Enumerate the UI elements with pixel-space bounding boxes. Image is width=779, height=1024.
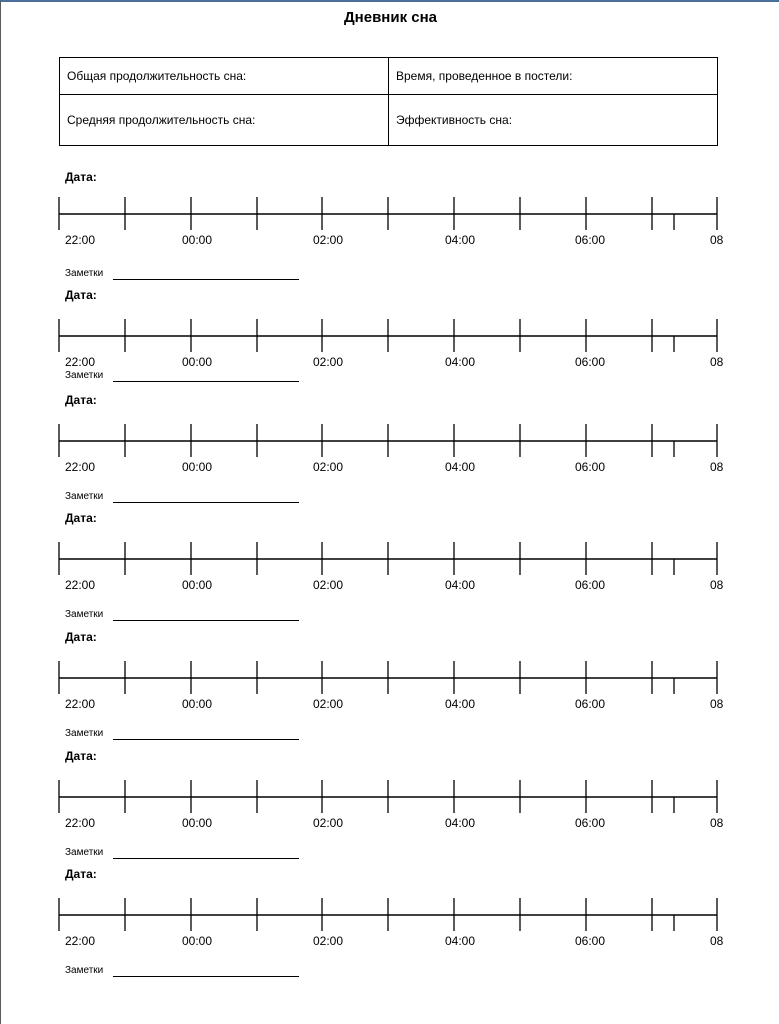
- hour-label: 04:00: [445, 233, 476, 247]
- date-label[interactable]: Дата:: [65, 393, 97, 407]
- sleep-timeline[interactable]: [1, 630, 779, 710]
- hour-label: 02:00: [313, 355, 344, 369]
- day-entry: [1, 630, 779, 748]
- hour-label: 06:00: [575, 233, 606, 247]
- hour-label: 08: [710, 697, 724, 711]
- hour-label: 22:00: [65, 934, 96, 948]
- total-sleep-field[interactable]: Общая продолжительность сна:: [60, 58, 389, 95]
- sleep-timeline[interactable]: [1, 288, 779, 368]
- notes-label: Заметки: [65, 268, 104, 279]
- date-label[interactable]: Дата:: [65, 170, 97, 184]
- hour-label: 06:00: [575, 355, 606, 369]
- hour-label: 04:00: [445, 460, 476, 474]
- notes-input-line[interactable]: [113, 502, 299, 503]
- hour-label: 08: [710, 460, 724, 474]
- hour-label: 22:00: [65, 355, 96, 369]
- hour-label: 06:00: [575, 460, 606, 474]
- day-entry: [1, 749, 779, 867]
- hour-label: 02:00: [313, 578, 344, 592]
- notes-input-line[interactable]: [113, 279, 299, 280]
- sleep-timeline[interactable]: [1, 393, 779, 473]
- hour-label: 08: [710, 233, 724, 247]
- day-entry: [1, 393, 779, 511]
- hour-label: 00:00: [182, 233, 213, 247]
- hour-label: 08: [710, 934, 724, 948]
- hour-label: 06:00: [575, 578, 606, 592]
- hour-label: 00:00: [182, 934, 213, 948]
- date-label[interactable]: Дата:: [65, 511, 97, 525]
- hour-label: 00:00: [182, 460, 213, 474]
- day-entry: [1, 170, 779, 288]
- sleep-timeline[interactable]: [1, 170, 779, 250]
- hour-label: 08: [710, 816, 724, 830]
- notes-input-line[interactable]: [113, 976, 299, 977]
- hour-label: 00:00: [182, 816, 213, 830]
- hour-label: 04:00: [445, 816, 476, 830]
- date-label[interactable]: Дата:: [65, 288, 97, 302]
- date-label[interactable]: Дата:: [65, 749, 97, 763]
- hour-label: 04:00: [445, 934, 476, 948]
- hour-label: 22:00: [65, 233, 96, 247]
- day-entry: [1, 288, 779, 406]
- hour-label: 00:00: [182, 355, 213, 369]
- hour-label: 00:00: [182, 578, 213, 592]
- hour-label: 22:00: [65, 697, 96, 711]
- summary-table: [59, 57, 718, 146]
- average-sleep-field[interactable]: Средняя продолжительность сна:: [60, 95, 389, 146]
- notes-label: Заметки: [65, 609, 104, 620]
- hour-label: 02:00: [313, 697, 344, 711]
- hour-label: 02:00: [313, 934, 344, 948]
- date-label[interactable]: Дата:: [65, 630, 97, 644]
- notes-label: Заметки: [65, 847, 104, 858]
- hour-label: 22:00: [65, 460, 96, 474]
- hour-label: 02:00: [313, 233, 344, 247]
- notes-label: Заметки: [65, 965, 104, 976]
- day-entry: [1, 511, 779, 629]
- sleep-timeline[interactable]: [1, 867, 779, 947]
- day-entry: [1, 867, 779, 985]
- sleep-timeline[interactable]: [1, 749, 779, 829]
- sleep-efficiency-field[interactable]: Эффективность сна:: [389, 95, 718, 146]
- hour-label: 02:00: [313, 816, 344, 830]
- hour-label: 06:00: [575, 697, 606, 711]
- hour-label: 04:00: [445, 355, 476, 369]
- hour-label: 06:00: [575, 816, 606, 830]
- hour-label: 22:00: [65, 578, 96, 592]
- hour-label: 22:00: [65, 816, 96, 830]
- hour-label: 08: [710, 578, 724, 592]
- hour-label: 02:00: [313, 460, 344, 474]
- notes-label: Заметки: [65, 491, 104, 502]
- notes-input-line[interactable]: [113, 620, 299, 621]
- notes-input-line[interactable]: [113, 381, 299, 382]
- sleep-timeline[interactable]: [1, 511, 779, 591]
- hour-label: 04:00: [445, 697, 476, 711]
- date-label[interactable]: Дата:: [65, 867, 97, 881]
- time-in-bed-field[interactable]: Время, проведенное в постели:: [389, 58, 718, 95]
- notes-input-line[interactable]: [113, 739, 299, 740]
- hour-label: 08: [710, 355, 724, 369]
- hour-label: 00:00: [182, 697, 213, 711]
- notes-label: Заметки: [65, 370, 104, 381]
- hour-label: 06:00: [575, 934, 606, 948]
- page-title: Дневник сна: [343, 9, 437, 26]
- notes-label: Заметки: [65, 728, 104, 739]
- hour-label: 04:00: [445, 578, 476, 592]
- notes-input-line[interactable]: [113, 858, 299, 859]
